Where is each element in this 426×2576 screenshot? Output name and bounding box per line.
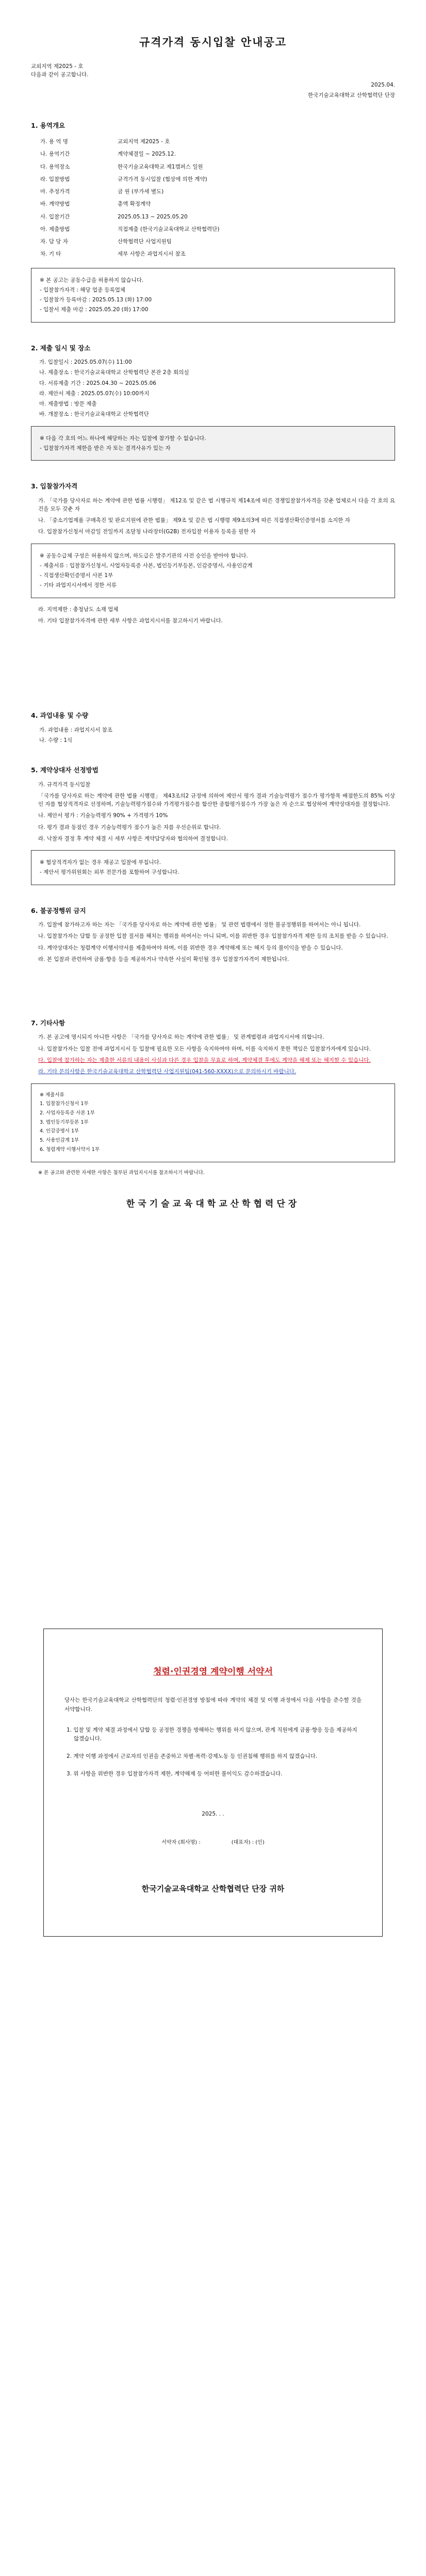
schedule-item: 라. 제안서 제출 : 2025.05.07(수) 10:00까지	[39, 390, 150, 397]
spacer	[31, 1350, 395, 1474]
overview-value: 규격가격 동시입찰 (협상에 의한 계약)	[118, 176, 207, 182]
selection-paragraph: 「국가를 당사자로 하는 계약에 관한 법률 시행령」 제43조의2 규정에 의하여 제안서 평가 결과 기술능력평가 점수가 평가항목 배점한도의 85% 이상인 자를 협상적격자로 선정하며, 기술능력평가점수와 가격평가점수를 합산한 종합평가점수가 가장 높은 자 순으로 협상하여 계약상대자를 결정합니다.	[38, 792, 395, 808]
spacer	[31, 1474, 395, 1598]
box-line: - 입찰참가 등록마감 : 2025.05.13 (화) 17:00	[40, 297, 152, 303]
pledge-item: 3. 위 사항을 위반한 경우 입찰참가자격 제한, 계약해제 등 어떠한 불이익도 감수하겠습니다.	[67, 1771, 283, 1777]
overview-value: 직접제출 (한국기술교육대학교 산학협력단)	[118, 226, 220, 232]
fair-trade-paragraph: 가. 입찰에 참가하고자 하는 자는 「국가를 당사자로 하는 계약에 관한 법률」 및 관련 법령에서 정한 불공정행위를 하여서는 아니 됩니다.	[38, 922, 361, 928]
overview-value: 산학협력단 사업지원팀	[118, 239, 172, 245]
overview-value: 교외지역 제2025 - 호	[118, 138, 170, 145]
box-line: 2. 사업자등록증 사본 1부	[40, 1110, 95, 1116]
box-line: - 입찰참가자격 제한을 받은 자 또는 결격사유가 있는 자	[40, 445, 171, 451]
section-overview	[31, 121, 395, 323]
misc-paragraph: 가. 본 공고에 명시되지 아니한 사항은 「국가를 당사자로 하는 계약에 관한 법률」 및 관계법령과 과업지시서에 의합니다.	[38, 1034, 324, 1041]
overview-row	[31, 211, 395, 223]
misc-paragraph: 나. 입찰참가자는 입찰 전에 과업지시서 등 입찰에 필요한 모든 사항을 숙지하여야 하며, 이를 숙지하지 못한 책임은 입찰참가자에게 있습니다.	[38, 1045, 371, 1052]
overview-row	[31, 148, 395, 160]
box-line: - 직접생산확인증명서 사본 1부	[40, 572, 113, 579]
misc-closing: ※ 본 공고와 관련한 자세한 사항은 첨부된 과업지시서를 참조하시기 바랍니다.	[38, 1170, 205, 1176]
box-line: ※ 공동수급체 구성은 허용하지 않으며, 하도급은 발주기관의 사전 승인을 받아야 합니다.	[40, 552, 248, 559]
box-line: 1. 입찰참가신청서 1부	[40, 1101, 89, 1107]
box-line: - 입찰참가자격 : 해당 업종 등록업체	[40, 286, 126, 293]
overview-row	[31, 198, 395, 210]
footer-organization: 한국기술교육대학교산학협력단장	[126, 1199, 300, 1210]
pledge-intro: 당사는 한국기술교육대학교 산학협력단의 청렴·인권경영 방침에 따라 계약의 체결 및 이행 과정에서 다음 사항을 준수할 것을 서약합니다.	[64, 1697, 362, 1713]
eligibility-paragraph: 마. 기타 입찰참가자격에 관한 세부 사항은 과업지시서를 참고하시기 바랍니다.	[38, 617, 223, 624]
box-line: ※ 다음 각 호의 어느 하나에 해당하는 자는 입찰에 참가할 수 없습니다.	[40, 435, 206, 442]
schedule-item: 다. 서류제출 기간 : 2025.04.30 ~ 2025.05.06	[39, 380, 156, 386]
box-line: ※ 제출서류	[40, 1092, 64, 1098]
section-title: 5. 계약상대자 선정방법	[31, 766, 99, 774]
section-fair-trade	[31, 906, 395, 963]
overview-row	[31, 248, 395, 260]
pledge-recipient: 한국기술교육대학교 산학협력단 단장 귀하	[141, 1884, 285, 1893]
schedule-item: 나. 제출장소 : 한국기술교육대학교 산학협력단 본관 2층 회의실	[39, 369, 189, 376]
scope-item: 가. 과업내용 : 과업지시서 참조	[39, 726, 112, 733]
overview-key: 다. 용역장소	[40, 163, 70, 170]
overview-key: 아. 제출방법	[40, 226, 70, 232]
pledge-item: 2. 계약 이행 과정에서 근로자의 인권을 존중하고 차별·폭력·강제노동 등 인권침해 행위를 하지 않겠습니다.	[67, 1753, 318, 1760]
selection-paragraph: 다. 평가 결과 동점인 경우 기술능력평가 점수가 높은 자를 우선순위로 합니다.	[38, 824, 221, 831]
fair-trade-paragraph: 나. 입찰참가자는 담합 등 공정한 입찰 질서를 해치는 행위를 하여서는 아니 되며, 이를 위반한 경우 입찰참가자격 제한 등의 조치를 받을 수 있습니다.	[38, 933, 388, 940]
selection-paragraph: 나. 제안서 평가 : 기술능력평가 90% + 가격평가 10%	[38, 812, 168, 819]
eligibility-paragraph: 나. 「중소기업제품 구매촉진 및 판로지원에 관한 법률」 제9조 및 같은 법 시행령 제9조의3에 따른 직접생산확인증명서를 소지한 자	[38, 517, 350, 524]
box-line: - 제안서 평가위원회는 외부 전문가를 포함하여 구성합니다.	[40, 869, 179, 876]
scope-item: 나. 수량 : 1식	[39, 737, 73, 743]
section-title: 6. 불공정행위 금지	[31, 906, 86, 914]
spacer	[31, 967, 395, 997]
section-title: 7. 기타사항	[31, 1019, 65, 1027]
box-line: 6. 청렴계약 이행서약서 1부	[40, 1146, 100, 1153]
notice-box	[31, 1083, 395, 1162]
overview-key: 차. 기 타	[40, 251, 61, 258]
notice-publisher: 한국기술교육대학교 산학협력단 단장	[308, 92, 395, 99]
pledge-date: 2025. . .	[202, 1811, 224, 1818]
box-line: ※ 본 공고는 공동수급을 허용하지 않습니다.	[40, 277, 144, 283]
eligibility-paragraph: 가. 「국가를 당사자로 하는 계약에 관한 법률 시행령」 제12조 및 같은 법 시행규칙 제14조에 따른 경쟁입찰참가자격을 갖춘 업체로서 다음 각 호의 요건을 모두 갖춘 자	[38, 497, 395, 512]
overview-key: 가. 용 역 명	[40, 138, 68, 145]
schedule-item: 마. 제출방법 : 방문 제출	[39, 401, 97, 408]
section-schedule	[31, 343, 395, 461]
box-line: - 입찰서 제출 마감 : 2025.05.20 (화) 17:00	[40, 307, 149, 313]
section-misc	[31, 1018, 395, 1177]
box-line: 4. 인감증명서 1부	[40, 1128, 79, 1134]
box-line: 3. 법인등기부등본 1부	[40, 1119, 89, 1125]
overview-value: 계약체결일 ~ 2025.12.	[118, 151, 176, 158]
notice-box	[31, 426, 395, 461]
section-scope	[31, 710, 395, 744]
fair-trade-paragraph: 라. 본 입찰과 관련하여 금품·향응 등을 제공하거나 약속한 사실이 확인될 경우 입찰참가자격이 제한됩니다.	[38, 956, 289, 962]
overview-row	[31, 173, 395, 185]
box-line: - 기타 과업지시서에서 정한 서류	[40, 582, 117, 589]
box-line: ※ 협상적격자가 없는 경우 재공고 입찰에 부칩니다.	[40, 859, 161, 866]
overview-row	[31, 235, 395, 248]
section-title: 4. 과업내용 및 수량	[31, 711, 89, 720]
spacer	[31, 1227, 395, 1350]
notice-box	[31, 544, 395, 598]
overview-key: 자. 담 당 자	[40, 239, 68, 245]
schedule-item: 바. 개찰장소 : 한국기술교육대학교 산학협력단	[39, 411, 149, 418]
overview-row	[31, 135, 395, 148]
notice-intro: 다음과 같이 공고합니다.	[31, 71, 89, 78]
overview-key: 나. 용역기간	[40, 151, 70, 158]
overview-row	[31, 161, 395, 173]
selection-paragraph: 가. 규격가격 동시입찰	[38, 781, 91, 788]
pledge-title: 청렴·인권경영 계약이행 서약서	[153, 1666, 273, 1677]
overview-key: 바. 계약방법	[40, 201, 70, 208]
fair-trade-paragraph: 다. 계약상대자는 청렴계약 이행서약서를 제출하여야 하며, 이를 위반한 경우 계약해제 또는 해지 등의 불이익을 받을 수 있습니다.	[38, 944, 343, 951]
pledge-sign-company: 서약자 (회사명) :	[161, 1840, 201, 1846]
section-title: 1. 용역개요	[31, 121, 65, 129]
pledge-signature	[64, 1839, 362, 1847]
pledge-sign-representative: (대표자) : (인)	[231, 1840, 265, 1846]
overview-row	[31, 223, 395, 235]
schedule-item: 가. 입찰일시 : 2025.05.07(수) 11:00	[39, 359, 132, 366]
section-title: 2. 제출 일시 및 장소	[31, 344, 91, 352]
misc-paragraph-highlight: 다. 입찰에 참가하는 자는 제출한 서류의 내용이 사실과 다른 경우 입찰을 무효로 하며, 계약체결 후에도 계약을 해제 또는 해지할 수 있습니다.	[38, 1057, 371, 1063]
overview-value: 금 원 (부가세 별도)	[118, 189, 164, 195]
notice-title: 규격가격 동시입찰 안내공고	[139, 36, 287, 48]
notice-number: 교외지역 제2025 - 호	[31, 63, 84, 70]
overview-key: 사. 입찰기간	[40, 213, 70, 220]
overview-value: 한국기술교육대학교 제1캠퍼스 일원	[118, 163, 203, 170]
overview-key: 라. 입찰방법	[40, 176, 70, 182]
section-eligibility	[31, 481, 395, 625]
selection-paragraph: 라. 낙찰자 결정 후 계약 체결 시 세부 사항은 계약담당자와 협의하여 결정합니다.	[38, 835, 228, 842]
spacer	[31, 628, 395, 690]
notice-box	[31, 268, 395, 323]
eligibility-paragraph: 라. 지역제한 : 충청남도 소재 업체	[38, 606, 119, 613]
notice-box	[31, 850, 395, 885]
section-selection	[31, 765, 395, 885]
box-line: - 제출서류 : 입찰참가신청서, 사업자등록증 사본, 법인등기부등본, 인감증명서, 사용인감계	[40, 562, 253, 569]
box-line: 5. 사용인감계 1부	[40, 1138, 79, 1144]
eligibility-paragraph: 다. 입찰참가신청서 마감일 전일까지 조달청 나라장터(G2B) 전자입찰 이용자 등록을 필한 자	[38, 529, 256, 535]
overview-row	[31, 185, 395, 198]
overview-key: 마. 추정가격	[40, 189, 70, 195]
pledge-item: 1. 입찰 및 계약 체결 과정에서 담합 등 공정한 경쟁을 방해하는 행위를 하지 않으며, 관계 직원에게 금품·향응 등을 제공하지 않겠습니다.	[67, 1726, 357, 1742]
overview-value: 2025.05.13 ~ 2025.05.20	[118, 213, 188, 220]
overview-value: 총액 확정계약	[118, 201, 151, 208]
notice-date: 2025.04.	[371, 82, 395, 89]
overview-value: 세부 사항은 과업지시서 참조	[118, 251, 186, 258]
misc-paragraph-contact: 라. 기타 문의사항은 한국기술교육대학교 산학협력단 사업지원팀(041-560-XXXX)으로 문의하시기 바랍니다.	[38, 1069, 297, 1075]
pledge-form	[43, 1629, 383, 1937]
section-title: 3. 입찰참가자격	[31, 482, 78, 490]
